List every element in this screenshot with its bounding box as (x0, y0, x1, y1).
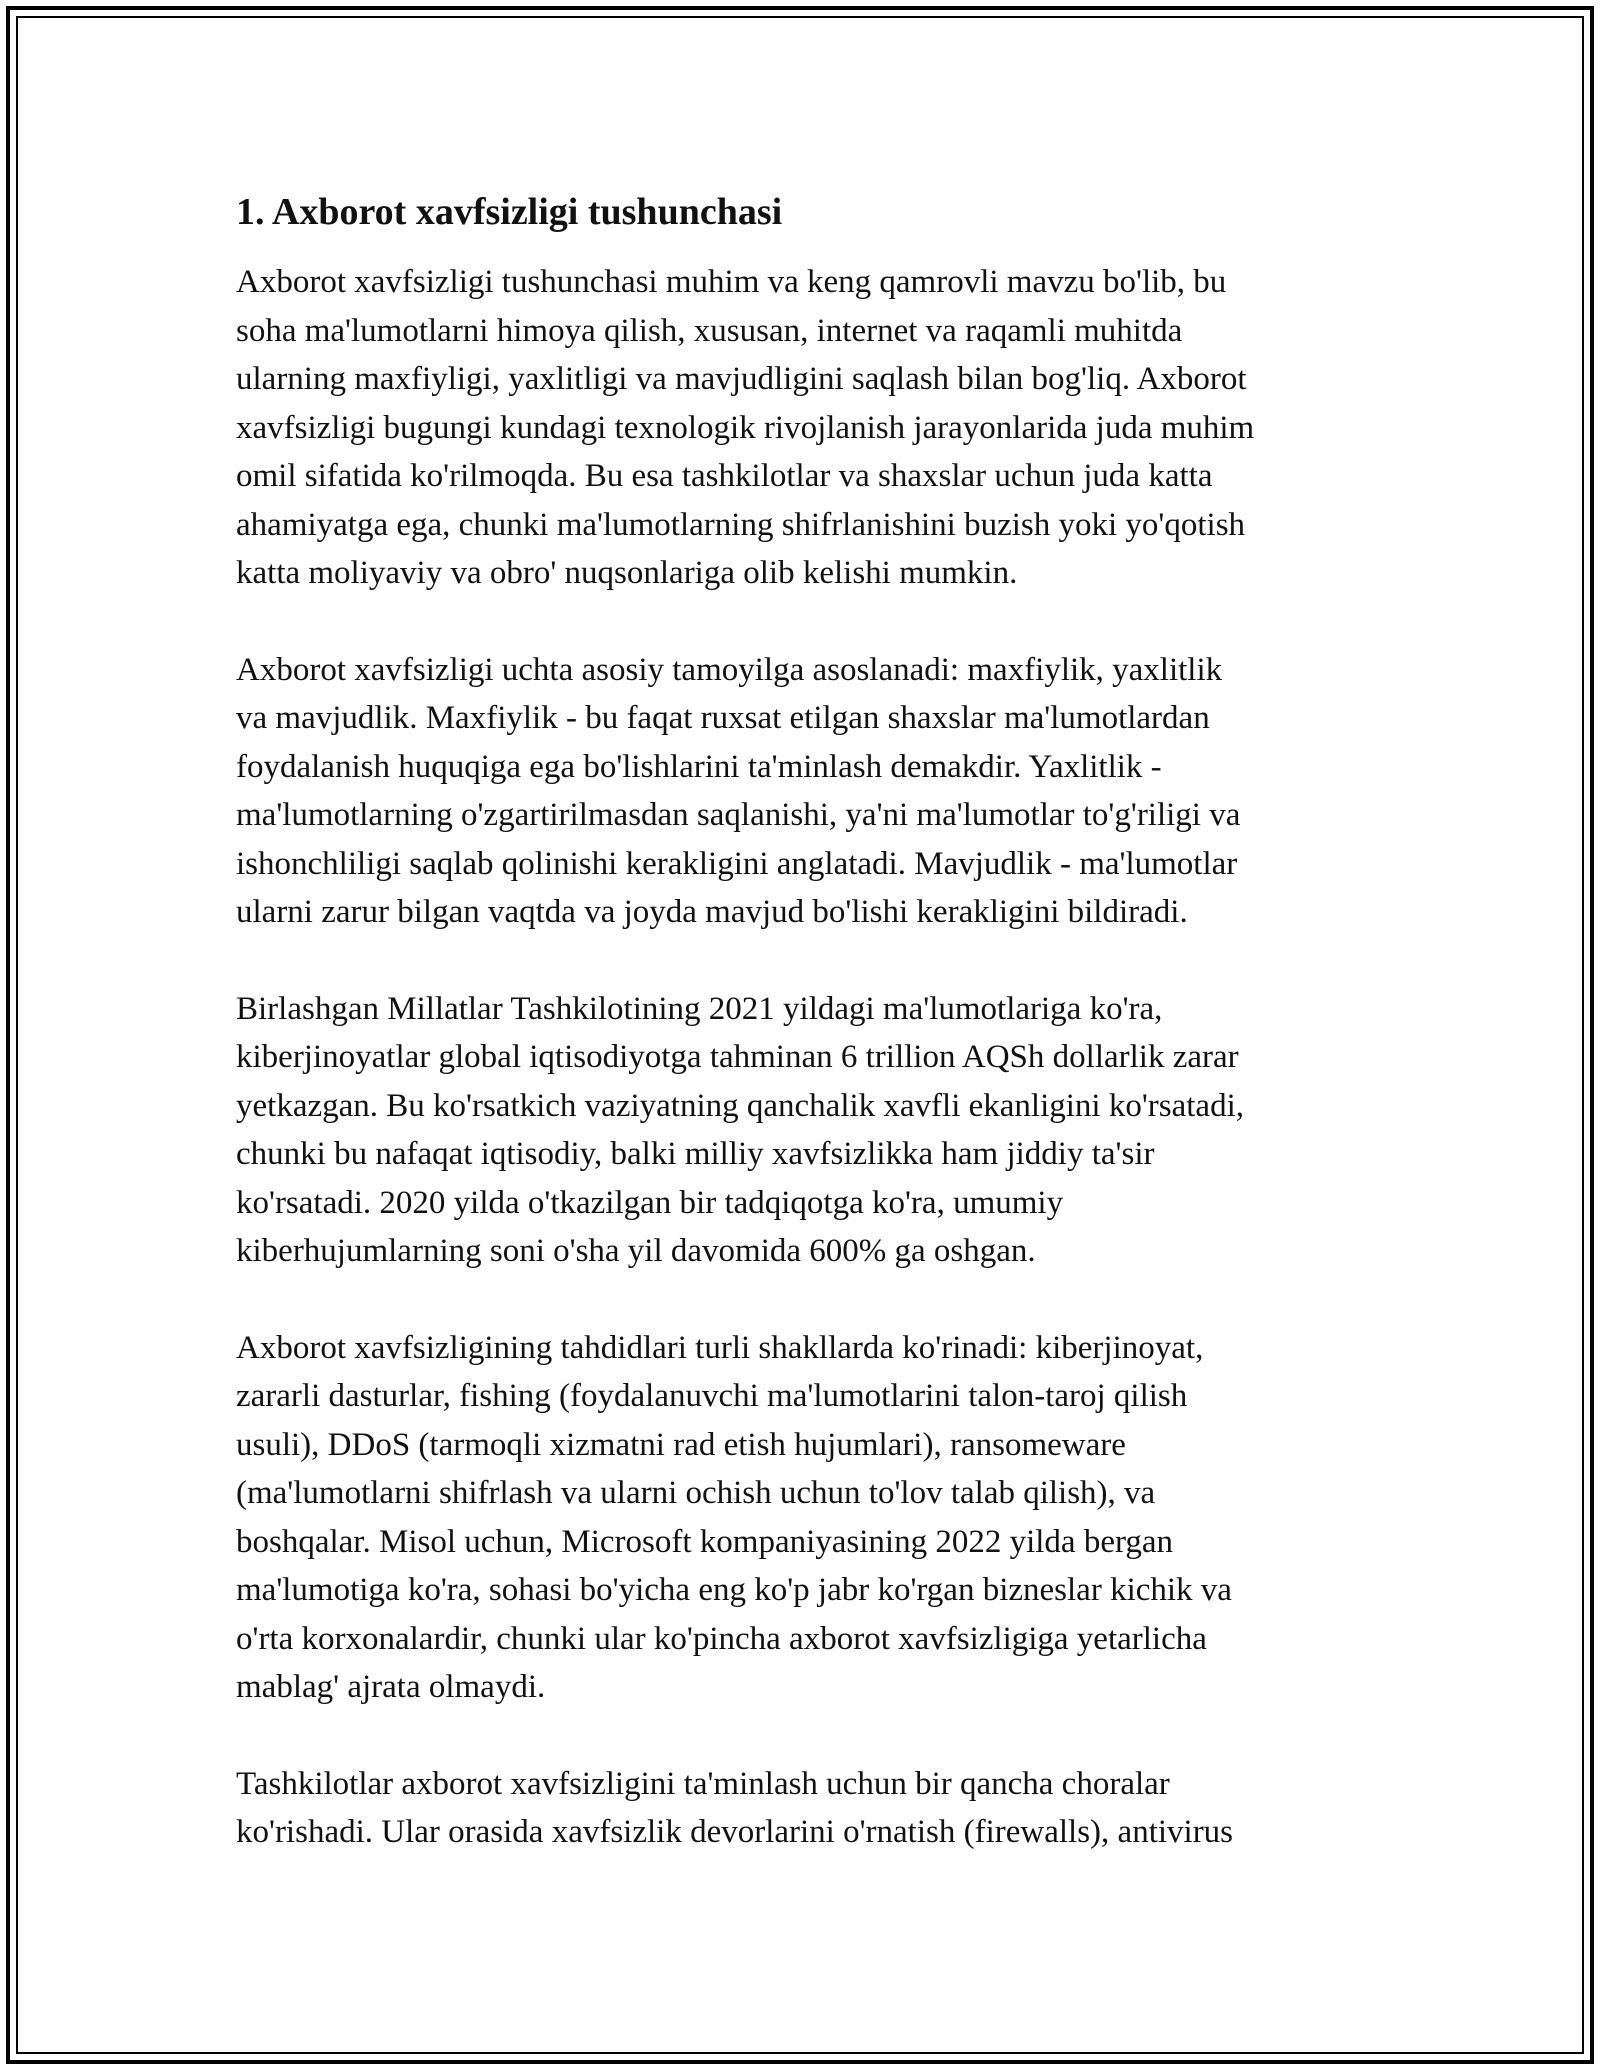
text-line: omil sifatida ko'rilmoqda. Bu esa tashkilotlar va shaxslar uchun juda katta (236, 458, 1213, 494)
paragraph-1 (236, 258, 1376, 598)
text-line: boshqalar. Misol uchun, Microsoft kompaniyasining 2022 yilda bergan (236, 1523, 1174, 1560)
text-line: katta moliyaviy va obro' nuqsonlariga olib kelishi mumkin. (236, 555, 1018, 591)
text-line: Birlashgan Millatlar Tashkilotining 2021 yildagi ma'lumotlariga ko'ra, (236, 990, 1163, 1027)
text-line: ahamiyatga ega, chunki ma'lumotlarning shifrlanishini buzish yoki yo'qotish (236, 506, 1246, 543)
text-line: xavfsizligi bugungi kundagi texnologik rivojlanish jarayonlarida juda muhim (236, 409, 1255, 446)
text-line: Tashkilotlar axborot xavfsizligini ta'minlash uchun bir qancha choralar (236, 1765, 1170, 1802)
paragraph-4 (236, 1324, 1376, 1712)
text-line: o'rta korxonalardir, chunki ular ko'pincha axborot xavfsizligiga yetarlicha (236, 1620, 1207, 1657)
section-heading: 1. Axborot xavfsizligi tushunchasi (236, 191, 783, 233)
text-line: ularni zarur bilgan vaqtda va joyda mavjud bo'lishi kerakligini bildiradi. (236, 894, 1188, 930)
text-line: ko'rishadi. Ular orasida xavfsizlik devorlarini o'rnatish (firewalls), antivirus (236, 1814, 1234, 1850)
text-line: kiberhujumlarning soni o'sha yil davomida 600% ga oshgan. (236, 1233, 1036, 1269)
text-line: zararli dasturlar, fishing (foydalanuvchi ma'lumotlarini talon-taroj qilish (236, 1378, 1188, 1414)
document-body (236, 186, 1376, 1905)
text-line: chunki bu nafaqat iqtisodiy, balki milliy xavfsizlikka ham jiddiy ta'sir (236, 1136, 1155, 1172)
text-line: (ma'lumotlarni shifrlash va ularni ochish uchun to'lov talab qilish), va (236, 1475, 1156, 1511)
paragraph-2 (236, 646, 1376, 937)
text-line: ma'lumotiga ko'ra, sohasi bo'yicha eng ko'p jabr ko'rgan bizneslar kichik va (236, 1572, 1232, 1608)
text-line: ko'rsatadi. 2020 yilda o'tkazilgan bir tadqiqotga ko'ra, umumiy (236, 1184, 1064, 1221)
paragraph-3 (236, 985, 1376, 1276)
text-line: Axborot xavfsizligining tahdidlari turli shakllarda ko'rinadi: kiberjinoyat, (236, 1329, 1204, 1366)
text-line: soha ma'lumotlarni himoya qilish, xususan, internet va raqamli muhitda (236, 312, 1183, 349)
text-line: ma'lumotlarning o'zgartirilmasdan saqlanishi, ya'ni ma'lumotlar to'g'riligi va (236, 797, 1241, 833)
text-line: yetkazgan. Bu ko'rsatkich vaziyatning qanchalik xavfli ekanligini ko'rsatadi, (236, 1087, 1244, 1124)
text-line: Axborot xavfsizligi tushunchasi muhim va keng qamrovli mavzu bo'lib, bu (236, 264, 1227, 300)
text-line: ishonchliligi saqlab qolinishi kerakligini anglatadi. Mavjudlik - ma'lumotlar (236, 845, 1238, 882)
text-line: va mavjudlik. Maxfiylik - bu faqat ruxsat etilgan shaxslar ma'lumotlardan (236, 700, 1210, 736)
text-line: usuli), DDoS (tarmoqli xizmatni rad etish hujumlari), ransomeware (236, 1426, 1126, 1463)
text-line: mablag' ajrata olmaydi. (236, 1669, 546, 1705)
text-line: kiberjinoyatlar global iqtisodiyotga tahminan 6 trillion AQSh dollarlik zarar (236, 1039, 1239, 1075)
text-line: foydalanish huquqiga ega bo'lishlarini ta'minlash demakdir. Yaxlitlik - (236, 748, 1162, 785)
text-line: Axborot xavfsizligi uchta asosiy tamoyilga asoslanadi: maxfiylik, yaxlitlik (236, 651, 1223, 688)
paragraph-5 (236, 1760, 1376, 1857)
text-line: ularning maxfiyligi, yaxlitligi va mavjudligini saqlash bilan bog'liq. Axborot (236, 361, 1247, 397)
